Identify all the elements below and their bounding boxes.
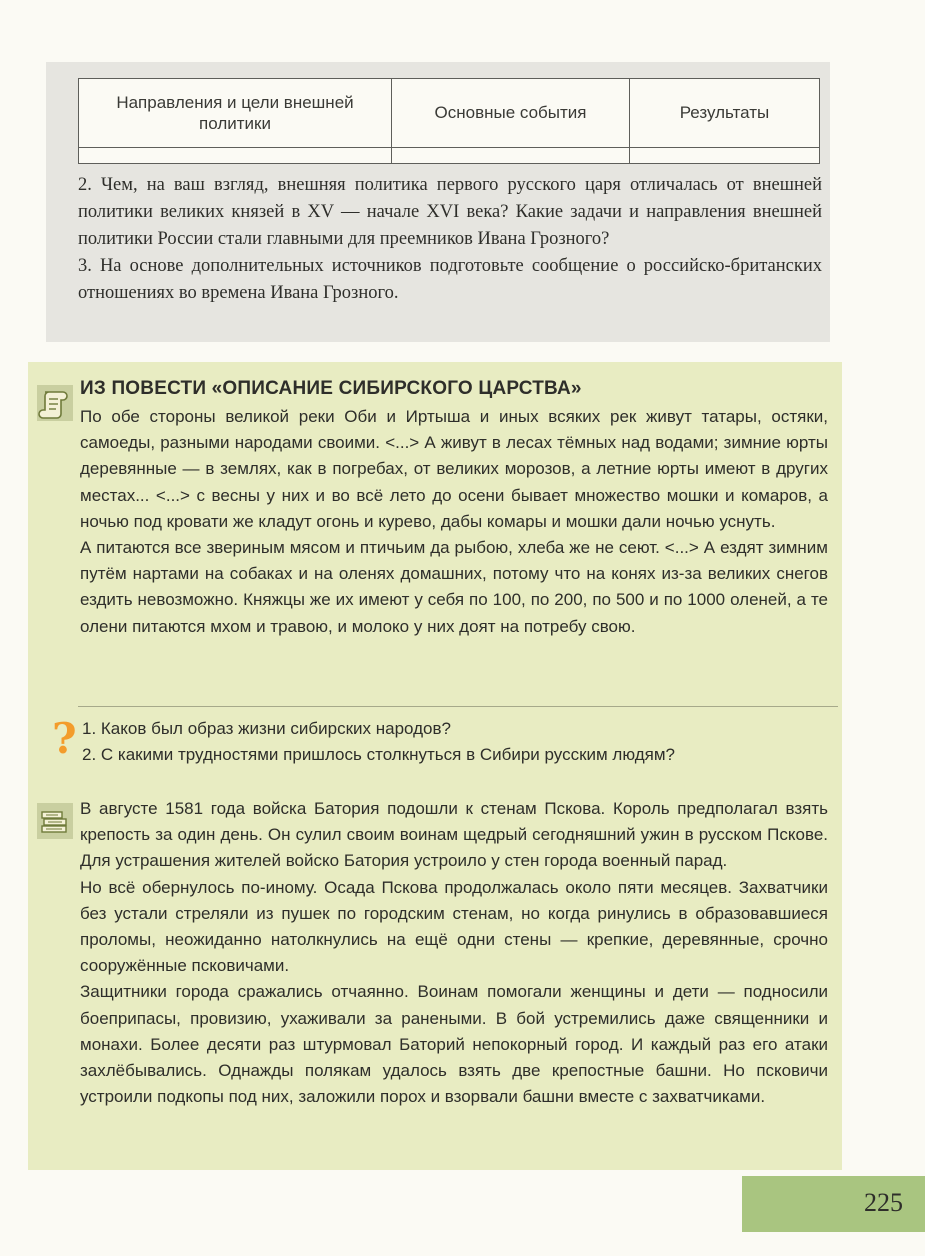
- source-paragraph: А питаются все звериным мясом и птичьим да рыбою, хлеба же не сеют. <...> А ездят зимним путём нартами на собаках и на оленях домашних, потому что на конях из-за великих снегов ездить невозможно. Княжцы же их имеют у себя по 100, по 200, по 500 и по 1000 оленей, а те олени питаются мхом и травою, и молоко у них доят на потребу свою.: [80, 538, 828, 636]
- task-questions: [78, 172, 822, 307]
- source-paragraph: По обе стороны великой реки Оби и Иртыша и иных всяких рек живут татары, остяки, самоеды, разными народами своими. <...> А живут в лесах тёмных над водами; зимние юрты деревянные — в землях, как в погребах, от великих морозов, а летние юрты имеют в других местах... <...> с весны у них и во всё лето до осени бывает множество мошки и комаров, а ночью под кровати же кладут огонь и курево, дабы комары и мошки дали ночью уснуть.: [80, 407, 828, 531]
- task-question-2: 2. Чем, на ваш взгляд, внешняя политика первого русского царя отличалась от внешней политики великих князей в XV — начале XVI века? Какие задачи и направления внешней политики России стали главными для преемников Ивана Грозного?: [78, 175, 822, 249]
- task-question-3: 3. На основе дополнительных источников подготовьте сообщение о российско-британских отношениях во времена Ивана Грозного.: [78, 256, 822, 303]
- page-number: 225: [864, 1188, 903, 1217]
- question-mark-icon: ?: [52, 714, 77, 763]
- story-paragraph: Защитники города сражались отчаянно. Воинам помогали женщины и дети — подносили боеприпасы, провизию, ухаживали за ранеными. В бой устремились даже священники и монахи. Более десяти раз штурмовал Баторий непокорный город. И каждый раз его атаки захлёбывались. Однажды полякам удалось взять две крепостные башни. Но псковичи устроили подкопы под них, заложили порох и взорвали башни вместе с захватчиками.: [80, 982, 828, 1107]
- section-divider: [78, 706, 838, 707]
- table-header-results: Результаты: [630, 79, 820, 148]
- table-cell: [79, 148, 392, 164]
- story-text: [80, 796, 828, 1110]
- source-title: ИЗ ПОВЕСТИ «ОПИСАНИЕ СИБИРСКОГО ЦАРСТВА»: [80, 378, 582, 399]
- table-row: [79, 148, 820, 164]
- table-cell: [630, 148, 820, 164]
- foreign-policy-table: [78, 78, 820, 164]
- story-paragraph: В августе 1581 года войска Батория подошли к стенам Пскова. Король предполагал взять крепость за один день. Он сулил своим воинам щедрый сегодняшний ужин в русском Пскове. Для устрашения жителей войско Батория устроило у стен города военный парад.: [80, 799, 828, 871]
- table-header-directions: Направления и цели внешней политики: [79, 79, 392, 148]
- books-icon: [36, 802, 74, 840]
- story-paragraph: Но всё обернулось по-иному. Осада Пскова продолжалась около пяти месяцев. Захватчики без устали стреляли из пушек по городским стенам, но когда ринулись в образовавшиеся проломы, неожиданно натолкнулись на ещё одни стены — крепкие, деревянные, срочно сооружённые псковичами.: [80, 877, 828, 976]
- scroll-document-icon: [36, 384, 74, 422]
- source-question-2: 2. С какими трудностями пришлось столкнуться в Сибири русским людям?: [82, 745, 675, 764]
- source-questions: [82, 716, 675, 768]
- table-header-row: [79, 79, 820, 148]
- table-cell: [392, 148, 630, 164]
- source-text: [80, 404, 828, 640]
- source-question-1: 1. Каков был образ жизни сибирских народов?: [82, 719, 451, 738]
- table-header-events: Основные события: [392, 79, 630, 148]
- page-number-tab: [742, 1176, 925, 1232]
